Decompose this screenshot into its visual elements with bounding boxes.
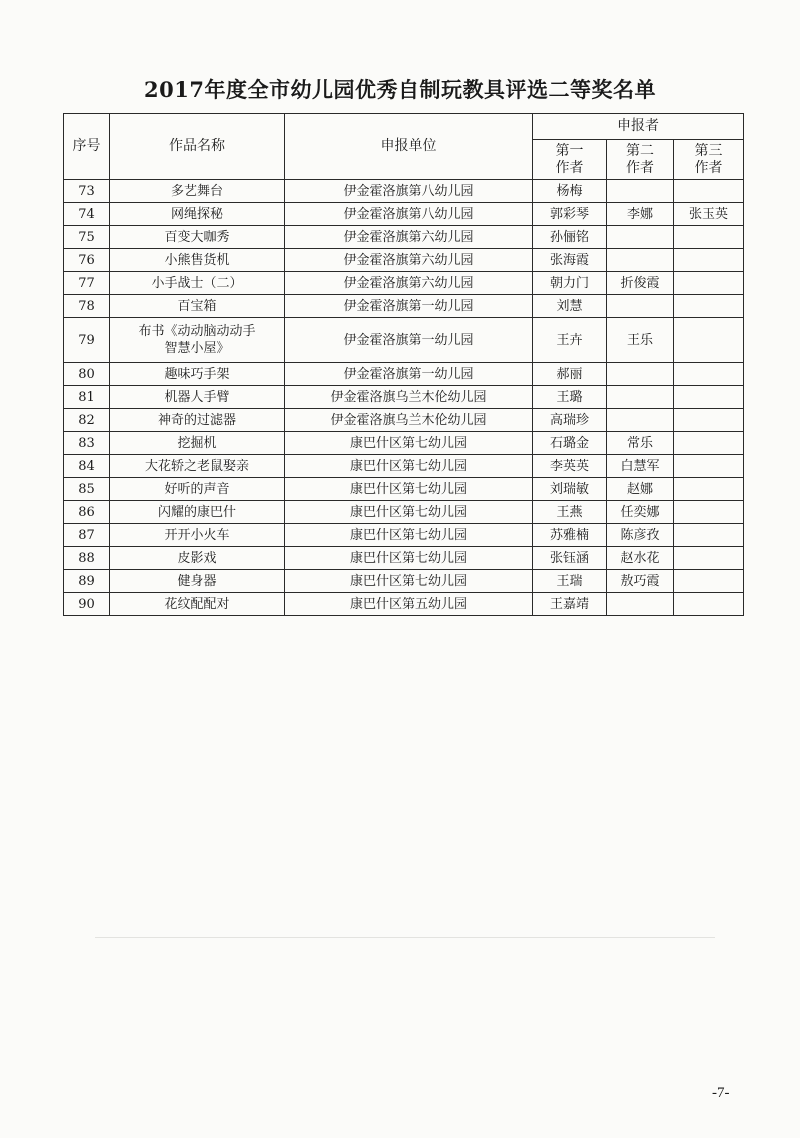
work-name-line: 开开小火车 — [164, 527, 230, 543]
cell-unit: 伊金霍洛旗乌兰木伦幼儿园 — [285, 386, 533, 409]
cell-unit: 伊金霍洛旗第一幼儿园 — [285, 295, 533, 318]
table-row — [64, 249, 744, 272]
page-number: -7- — [712, 1085, 730, 1101]
header-first-author — [533, 140, 607, 180]
cell-third-author — [674, 363, 744, 386]
cell-work-name — [110, 249, 285, 272]
cell-seq: 89 — [64, 570, 110, 593]
cell-second-author: 折俊霞 — [607, 272, 674, 295]
header-second-author — [607, 140, 674, 180]
cell-seq: 85 — [64, 478, 110, 501]
cell-work-name — [110, 180, 285, 203]
cell-third-author — [674, 249, 744, 272]
work-name-line: 闪耀的康巴什 — [157, 504, 236, 520]
header-first-author-line2: 作者 — [555, 159, 584, 176]
cell-unit: 伊金霍洛旗第一幼儿园 — [285, 363, 533, 386]
cell-first-author: 王卉 — [533, 318, 607, 363]
cell-work-name — [110, 524, 285, 547]
cell-first-author: 刘慧 — [533, 295, 607, 318]
cell-second-author — [607, 295, 674, 318]
work-name-line: 大花轿之老鼠娶亲 — [144, 458, 249, 474]
cell-first-author: 刘瑞敏 — [533, 478, 607, 501]
cell-seq: 74 — [64, 203, 110, 226]
cell-second-author: 赵娜 — [607, 478, 674, 501]
cell-seq: 73 — [64, 180, 110, 203]
cell-work-name — [110, 272, 285, 295]
table-row — [64, 272, 744, 295]
table-row — [64, 570, 744, 593]
cell-seq: 80 — [64, 363, 110, 386]
cell-seq: 81 — [64, 386, 110, 409]
cell-seq: 90 — [64, 593, 110, 616]
work-name-line: 百宝箱 — [177, 298, 217, 314]
work-name-line: 健身器 — [177, 573, 217, 589]
cell-first-author: 张海霞 — [533, 249, 607, 272]
cell-seq: 88 — [64, 547, 110, 570]
cell-work-name — [110, 455, 285, 478]
cell-second-author: 赵水花 — [607, 547, 674, 570]
work-name-line: 小熊售货机 — [164, 252, 230, 268]
cell-unit: 伊金霍洛旗第六幼儿园 — [285, 272, 533, 295]
cell-work-name — [110, 295, 285, 318]
cell-seq: 83 — [64, 432, 110, 455]
cell-third-author — [674, 455, 744, 478]
cell-third-author — [674, 593, 744, 616]
cell-first-author: 杨梅 — [533, 180, 607, 203]
cell-unit: 康巴什区第七幼儿园 — [285, 501, 533, 524]
cell-third-author — [674, 501, 744, 524]
work-name-line: 好听的声音 — [164, 481, 230, 497]
cell-third-author — [674, 318, 744, 363]
table-row — [64, 409, 744, 432]
cell-second-author — [607, 363, 674, 386]
header-third-author-line2: 作者 — [694, 159, 723, 176]
header-work: 作品名称 — [110, 114, 285, 180]
cell-third-author — [674, 409, 744, 432]
cell-unit: 康巴什区第五幼儿园 — [285, 593, 533, 616]
cell-third-author: 张玉英 — [674, 203, 744, 226]
header-first-author-line1: 第一 — [555, 142, 584, 159]
header-unit: 申报单位 — [285, 114, 533, 180]
work-name-line: 百变大咖秀 — [164, 229, 230, 245]
table-row — [64, 226, 744, 249]
cell-first-author: 朝力门 — [533, 272, 607, 295]
cell-first-author: 张钰涵 — [533, 547, 607, 570]
cell-seq: 76 — [64, 249, 110, 272]
cell-work-name — [110, 363, 285, 386]
cell-first-author: 石璐金 — [533, 432, 607, 455]
cell-second-author: 李娜 — [607, 203, 674, 226]
cell-work-name — [110, 501, 285, 524]
cell-second-author — [607, 180, 674, 203]
cell-unit: 伊金霍洛旗第一幼儿园 — [285, 318, 533, 363]
cell-seq: 86 — [64, 501, 110, 524]
table-row — [64, 524, 744, 547]
work-name-line: 机器人手臂 — [164, 389, 230, 405]
header-seq: 序号 — [64, 114, 110, 180]
table-row — [64, 180, 744, 203]
work-name-line: 小手战士（二） — [151, 275, 243, 291]
work-name-line: 网绳探秘 — [170, 206, 223, 222]
header-third-author — [674, 140, 744, 180]
table-row — [64, 547, 744, 570]
cell-second-author: 白慧军 — [607, 455, 674, 478]
cell-unit: 康巴什区第七幼儿园 — [285, 547, 533, 570]
cell-work-name — [110, 226, 285, 249]
work-name-line: 皮影戏 — [177, 550, 217, 566]
cell-work-name — [110, 386, 285, 409]
cell-third-author — [674, 570, 744, 593]
cell-third-author — [674, 180, 744, 203]
cell-work-name — [110, 318, 285, 363]
cell-unit: 康巴什区第七幼儿园 — [285, 455, 533, 478]
work-name-line: 智慧小屋》 — [164, 341, 230, 356]
table-row — [64, 203, 744, 226]
cell-work-name — [110, 203, 285, 226]
cell-unit: 伊金霍洛旗第八幼儿园 — [285, 180, 533, 203]
award-table — [63, 113, 744, 616]
cell-first-author: 王嘉靖 — [533, 593, 607, 616]
cell-second-author: 陈彦孜 — [607, 524, 674, 547]
table-row — [64, 363, 744, 386]
work-name-line: 多艺舞台 — [170, 183, 223, 199]
page-title: 2017年度全市幼儿园优秀自制玩教具评选二等奖名单 — [144, 77, 656, 102]
cell-unit: 伊金霍洛旗乌兰木伦幼儿园 — [285, 409, 533, 432]
cell-seq: 82 — [64, 409, 110, 432]
cell-first-author: 郭彩琴 — [533, 203, 607, 226]
cell-first-author: 孙俪铭 — [533, 226, 607, 249]
work-name-line: 布书《动动脑动动手 — [138, 324, 256, 339]
cell-second-author: 敖巧霞 — [607, 570, 674, 593]
header-third-author-line1: 第三 — [694, 142, 723, 159]
cell-unit: 康巴什区第七幼儿园 — [285, 570, 533, 593]
cell-second-author: 王乐 — [607, 318, 674, 363]
bleed-through-divider — [95, 937, 715, 938]
cell-work-name — [110, 570, 285, 593]
cell-work-name — [110, 593, 285, 616]
cell-third-author — [674, 524, 744, 547]
cell-unit: 伊金霍洛旗第八幼儿园 — [285, 203, 533, 226]
cell-unit: 康巴什区第七幼儿园 — [285, 432, 533, 455]
cell-first-author: 王瑞 — [533, 570, 607, 593]
cell-third-author — [674, 386, 744, 409]
cell-work-name — [110, 547, 285, 570]
cell-unit: 康巴什区第七幼儿园 — [285, 478, 533, 501]
cell-first-author: 苏雅楠 — [533, 524, 607, 547]
cell-second-author — [607, 249, 674, 272]
table-body — [64, 180, 744, 616]
cell-seq: 75 — [64, 226, 110, 249]
table-row — [64, 478, 744, 501]
cell-second-author — [607, 593, 674, 616]
cell-third-author — [674, 295, 744, 318]
cell-seq: 77 — [64, 272, 110, 295]
cell-second-author: 任奕娜 — [607, 501, 674, 524]
cell-seq: 84 — [64, 455, 110, 478]
table-row — [64, 455, 744, 478]
table-row — [64, 318, 744, 363]
cell-first-author: 高瑞珍 — [533, 409, 607, 432]
cell-third-author — [674, 478, 744, 501]
cell-first-author: 王璐 — [533, 386, 607, 409]
table-row — [64, 386, 744, 409]
cell-work-name — [110, 409, 285, 432]
table-row — [64, 432, 744, 455]
cell-seq: 87 — [64, 524, 110, 547]
work-name-line: 神奇的过滤器 — [157, 412, 236, 428]
cell-first-author: 郝丽 — [533, 363, 607, 386]
cell-unit: 伊金霍洛旗第六幼儿园 — [285, 249, 533, 272]
cell-second-author — [607, 226, 674, 249]
cell-third-author — [674, 547, 744, 570]
cell-unit: 伊金霍洛旗第六幼儿园 — [285, 226, 533, 249]
work-name-line: 花纹配配对 — [164, 596, 230, 612]
cell-first-author: 王燕 — [533, 501, 607, 524]
cell-third-author — [674, 272, 744, 295]
header-second-author-line2: 作者 — [626, 159, 654, 176]
cell-second-author: 常乐 — [607, 432, 674, 455]
header-applicants: 申报者 — [533, 114, 744, 140]
cell-seq: 78 — [64, 295, 110, 318]
cell-third-author — [674, 226, 744, 249]
cell-work-name — [110, 432, 285, 455]
cell-work-name — [110, 478, 285, 501]
header-second-author-line1: 第二 — [626, 142, 654, 159]
cell-unit: 康巴什区第七幼儿园 — [285, 524, 533, 547]
table-row — [64, 295, 744, 318]
work-name-line: 趣味巧手架 — [164, 366, 230, 382]
table-row — [64, 593, 744, 616]
table-row — [64, 501, 744, 524]
cell-third-author — [674, 432, 744, 455]
cell-first-author: 李英英 — [533, 455, 607, 478]
cell-second-author — [607, 409, 674, 432]
cell-second-author — [607, 386, 674, 409]
work-name-line: 挖掘机 — [177, 435, 217, 451]
cell-seq: 79 — [64, 318, 110, 363]
